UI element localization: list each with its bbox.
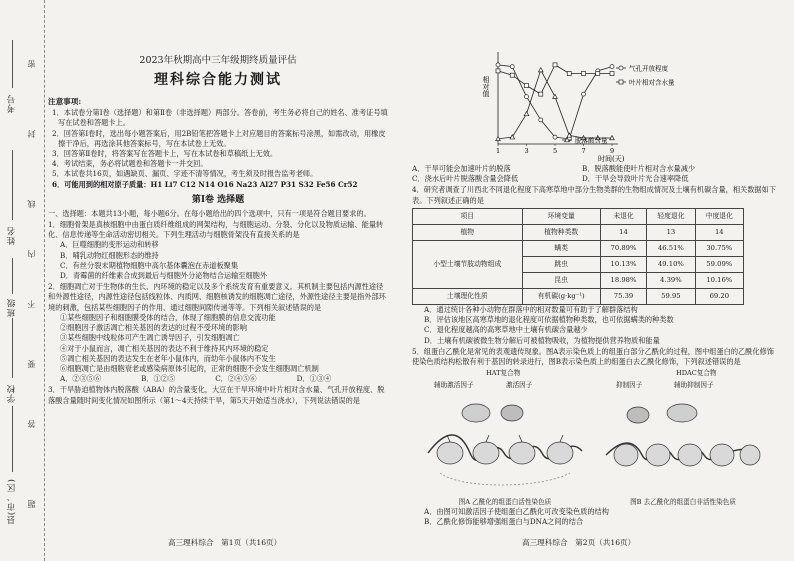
data-point — [553, 135, 557, 139]
q1-option-a: A．巨噬细胞的变形运动和转移 — [60, 240, 159, 250]
x-tick-label: 3 — [524, 147, 529, 155]
data-point — [538, 68, 543, 72]
legend-label: 叶片相对含水量 — [629, 78, 675, 87]
question-2: 2．细胞凋亡对于生物体的生长、内环境的稳定以及多个系统发育有重要意义。其机制主要包括内源性途径和外源性途径，内源性途径包括线粒体、内质网、细胞核诱发的细胞凋亡途径，外源性途径主要是指外部环境的刺激，包括某些细胞因子的作用、通过细胞间隙传递等等。下列相关叙述错误的是 — [48, 282, 386, 312]
q1-option-b: B．哺乳动物红细胞形态的维持 — [60, 250, 159, 260]
table-cell: 49.10% — [647, 256, 695, 272]
notice-item: 2．回答第Ⅰ卷时，选出每小题答案后，用2B铅笔把答题卡上对应题目的答案标号涂黑，如需改动，用橡皮擦干净后，再选涂其他答案标号，写在本试卷上无效。 — [52, 128, 386, 148]
data-point — [567, 71, 571, 75]
table-cell: 土壤理化性质 — [413, 288, 523, 304]
class-label: 班级 — [7, 298, 17, 317]
data-point — [496, 63, 500, 67]
hat-complex-label: HAT复合物 — [486, 369, 521, 378]
figure-a — [420, 369, 590, 507]
table-cell: 植物 — [413, 224, 523, 240]
data-point — [553, 63, 557, 67]
table-cell: 10.16% — [695, 272, 743, 288]
table-header-cell: 未退化 — [600, 208, 646, 224]
notice-item: 5．本试卷共16页，如遇缺页、漏页、字迹不清等情况，考生须及时报告监考老师。 — [52, 169, 318, 179]
school-label: 学校 — [7, 384, 17, 403]
seal-char: 不 — [27, 300, 36, 308]
corepressor-label: 辅助抑制因子 — [674, 381, 714, 390]
data-point — [582, 71, 586, 75]
chromatin-b-drawing — [598, 389, 768, 499]
exam-no-label: 考号 — [7, 94, 17, 113]
county-label: 县(市、区) — [7, 478, 17, 525]
series-line — [498, 65, 612, 94]
table-cell: 10.13% — [600, 256, 646, 272]
x-tick-label: 9 — [610, 147, 615, 155]
q2-option-d: D．①③④ — [296, 374, 332, 384]
county-line — [12, 406, 13, 472]
page-1 — [48, 0, 388, 561]
question-4: 4．研究者调查了川西北不同退化程度下高寒草地中部分生物类群的生物组成情况及土壤有机碳含量，相关数据如下表。下列叙述正确的是 — [412, 185, 776, 205]
q5-option-a: A．由图可知激活因子使组蛋白乙酰化可改变染色质的结构 — [424, 507, 609, 517]
q3-option-d: D．干旱会导致叶片光合速率降低 — [582, 174, 689, 184]
table-row — [413, 224, 744, 240]
seal-char: 线 — [27, 200, 36, 208]
table-group-cell: 小型土壤节肢动物组成 — [413, 240, 523, 288]
data-point — [553, 94, 558, 98]
legend-label: 气孔开放程度 — [629, 64, 668, 73]
exam-title: 理科综合能力测试 — [154, 72, 282, 89]
table-cell: 46.51% — [647, 240, 695, 256]
q2-option-b: B．①②⑤ — [141, 374, 176, 384]
seal-char: 答 — [27, 420, 36, 428]
y-axis-label: 相对值 — [482, 76, 490, 97]
seal-char: 密 — [27, 60, 36, 68]
data-point — [539, 118, 543, 122]
repressor-label: 抑制因子 — [616, 381, 643, 390]
q3-options — [412, 164, 778, 184]
q2-statement: ④对于小鼠而言，凋亡相关基因的表达不利于维持其内环境的稳定 — [60, 343, 269, 353]
class-line — [12, 258, 13, 294]
seal-char: 内 — [27, 250, 36, 258]
section-title: 第Ⅰ卷 选择题 — [191, 194, 245, 205]
table-header-cell: 环境变量 — [522, 208, 600, 224]
data-point — [510, 65, 514, 69]
binding-strip — [0, 0, 45, 561]
series-line — [498, 70, 612, 139]
series-line — [498, 65, 612, 139]
table-cell: 59.95 — [647, 288, 695, 304]
exam-no-line — [12, 40, 13, 88]
figure-b-caption: 图B 去乙酰化的组蛋白非活性染色质 — [630, 497, 736, 506]
q5-option-b: B．乙酰化修饰能够增强组蛋白与DNA之间的结合 — [424, 517, 584, 527]
q3-option-b: B．脱落酸能使叶片相对含水量减少 — [582, 164, 696, 173]
notice-item: 1．本试卷分第Ⅰ卷（选择题）和第Ⅱ卷（非选择题）两部分。答卷前，考生务必将自己的姓名、准考证号填写在试卷和答题卡上。 — [52, 108, 388, 128]
seal-char: 题 — [27, 500, 36, 508]
x-axis-label: 时间(天) — [598, 155, 625, 163]
table-cell: 14 — [695, 224, 743, 240]
q2-option-c: C．②④⑤⑥ — [215, 374, 257, 384]
name-line — [12, 150, 13, 220]
q1-option-d: D．青霉菌的纤维素合成到最后与细胞外分泌物结合运输至细胞外 — [60, 270, 268, 280]
x-tick-label: 7 — [581, 147, 586, 155]
q2-options — [48, 374, 388, 384]
table-cell: 18.98% — [600, 272, 646, 288]
table-row — [413, 240, 744, 256]
data-point — [524, 112, 529, 116]
q2-statement: ③某些细胞中线粒体可产生凋亡诱导因子，引发细胞凋亡 — [60, 333, 240, 343]
table-cell: 30.75% — [695, 240, 743, 256]
seal-char: 要 — [27, 360, 36, 368]
notice-item: 6．可能用到的相对原子质量：H1 Li7 C12 N14 O16 Na23 Al27 P31 S32 Fe56 Cr52 — [52, 179, 358, 189]
seal-char: 封 — [27, 130, 36, 138]
notice-list — [48, 108, 388, 190]
table-cell: 植物种类数 — [522, 224, 600, 240]
part-one-instructions: 一、选择题：本题共13小题，每小题6分。在每小题给出的四个选项中，只有一项是符合题目要求的。 — [48, 208, 371, 218]
name-label: 姓名 — [7, 226, 17, 245]
q3-option-c: C．浇水后叶片脱落酸含量会降低 — [412, 174, 519, 184]
activator-label: 激活因子 — [506, 381, 533, 390]
q1-option-c: C．有丝分裂末期植物细胞中高尔基体囊泡在赤道板聚集 — [60, 260, 239, 270]
q4-option-a: A．通过统计各种小动物在群落中的相对数量可有助于了解群落结构 — [424, 304, 638, 314]
question-3: 3．干旱胁迫植物体内脱落酸（ABA）的含量变化，大豆在干旱环境中叶片相对含水量、气孔开放程度、脱落酸含量随时间变化情况如图所示（第1～4天持续干旱，第5天开始适当浇水），下列说法错误的是 — [48, 385, 385, 405]
data-point — [510, 73, 514, 77]
figure-b — [598, 369, 768, 507]
figure-a-caption: 图A 乙酰化的组蛋白活性染色质 — [458, 497, 552, 506]
table-cell: 70.89% — [600, 240, 646, 256]
q3-chart — [412, 44, 675, 163]
x-tick-label: 1 — [496, 147, 501, 155]
q4-option-c: C．退化程度越高的高寒草地中土壤有机碳含量越少 — [424, 325, 588, 335]
table-cell: 13 — [647, 224, 695, 240]
table-cell: 69.20 — [695, 288, 743, 304]
q4-option-b: B．评估该地区高寒草地的退化程度可依据植物种类数，也可依据螨类的种类数 — [424, 315, 674, 325]
data-point — [610, 65, 614, 69]
table-cell: 75.39 — [600, 288, 646, 304]
q2-option-a: A．②③⑤⑥ — [60, 374, 102, 384]
data-point — [510, 135, 515, 139]
page-2 — [412, 0, 782, 561]
table-cell: 昆虫 — [522, 272, 600, 288]
table-row — [413, 288, 744, 304]
table-cell: 跳虫 — [522, 256, 600, 272]
hdac-complex-label: HDAC复合物 — [676, 369, 717, 378]
data-point — [496, 69, 500, 73]
chromatin-a-drawing — [420, 389, 590, 499]
school-line — [12, 318, 13, 378]
table-header-cell: 轻度退化 — [647, 208, 695, 224]
legend-label: 脱落酸含量 — [575, 136, 608, 145]
coactivator-label: 辅助激活因子 — [434, 381, 474, 390]
question-5: 5．组蛋白乙酰化是常见的表观遗传现象。图A表示染色质上的组蛋白部分乙酰化的过程，图中组蛋白的乙酰化修饰使染色质结构松散有利于基因的转录进行，图B表示染色质上的组蛋白去乙酰化修饰，下列叙述错误的是 — [412, 346, 774, 366]
legend-marker — [619, 80, 623, 84]
legend-marker — [619, 66, 623, 70]
table-header-cell: 项目 — [413, 208, 523, 224]
page-1-footer: 高三理科综合 第1页（共16页） — [168, 538, 282, 548]
question-1: 1．细胞骨架是真核细胞中由蛋白质纤维组成的网架结构，与细胞运动、分裂、分化以及物质运输、能量转化、信息传递等生命活动密切相关。下列生理活动与细胞骨架没有直接关系的是 — [48, 219, 384, 240]
table-header-cell: 中度退化 — [695, 208, 743, 224]
data-point — [582, 92, 586, 96]
q3-option-a: A．干旱可能会加速叶片的脱落 — [412, 164, 511, 173]
notice-item: 4．考试结束，务必将试题卷和答题卡一并交回。 — [52, 159, 208, 169]
right-content — [412, 164, 778, 528]
data-point — [525, 95, 529, 99]
q4-option-d: D．土壤有机碳被微生物分解后可被植物吸收，为植物提供营养物质和能量 — [424, 335, 660, 345]
q5-figures — [412, 369, 778, 507]
data-point — [525, 84, 529, 88]
exam-subtitle: 2023年秋期高中三年级期终质量评估 — [139, 55, 297, 66]
table-header-row — [413, 208, 744, 224]
q3-chart-svg — [412, 44, 675, 163]
table-cell: 4.39% — [647, 272, 695, 288]
data-point — [539, 92, 543, 96]
table-cell: 14 — [600, 224, 646, 240]
x-tick-label: 5 — [553, 147, 558, 155]
page-2-footer: 高三理科综合 第2页（共16页） — [522, 538, 636, 548]
q2-statement: ①某些细胞因子和细胞膜受体的结合，体现了细胞膜的信息交流功能 — [60, 312, 276, 322]
table-cell: 有机碳(g·kg⁻¹) — [522, 288, 600, 304]
q2-statement: ②细胞因子激活凋亡相关基因的表达的过程不受环境的影响 — [60, 323, 247, 333]
q2-statement: ⑥细胞凋亡是由细胞衰老或感染病原体引起的，正常的细胞不会发生细胞凋亡机制 — [60, 363, 319, 373]
notice-item: 3．回答第Ⅱ卷时，将答案写在答题卡上，写在本试卷和草稿纸上无效。 — [52, 149, 278, 159]
table-cell: 59.09% — [695, 256, 743, 272]
table-cell: 螨类 — [522, 240, 600, 256]
q2-statement: ⑤凋亡相关基因的表达发生在老年小鼠体内，而幼年小鼠体内不发生 — [60, 353, 276, 363]
data-point — [596, 71, 600, 75]
notice-heading: 注意事项: — [48, 97, 82, 107]
q4-table — [412, 208, 744, 305]
data-point — [610, 71, 614, 75]
